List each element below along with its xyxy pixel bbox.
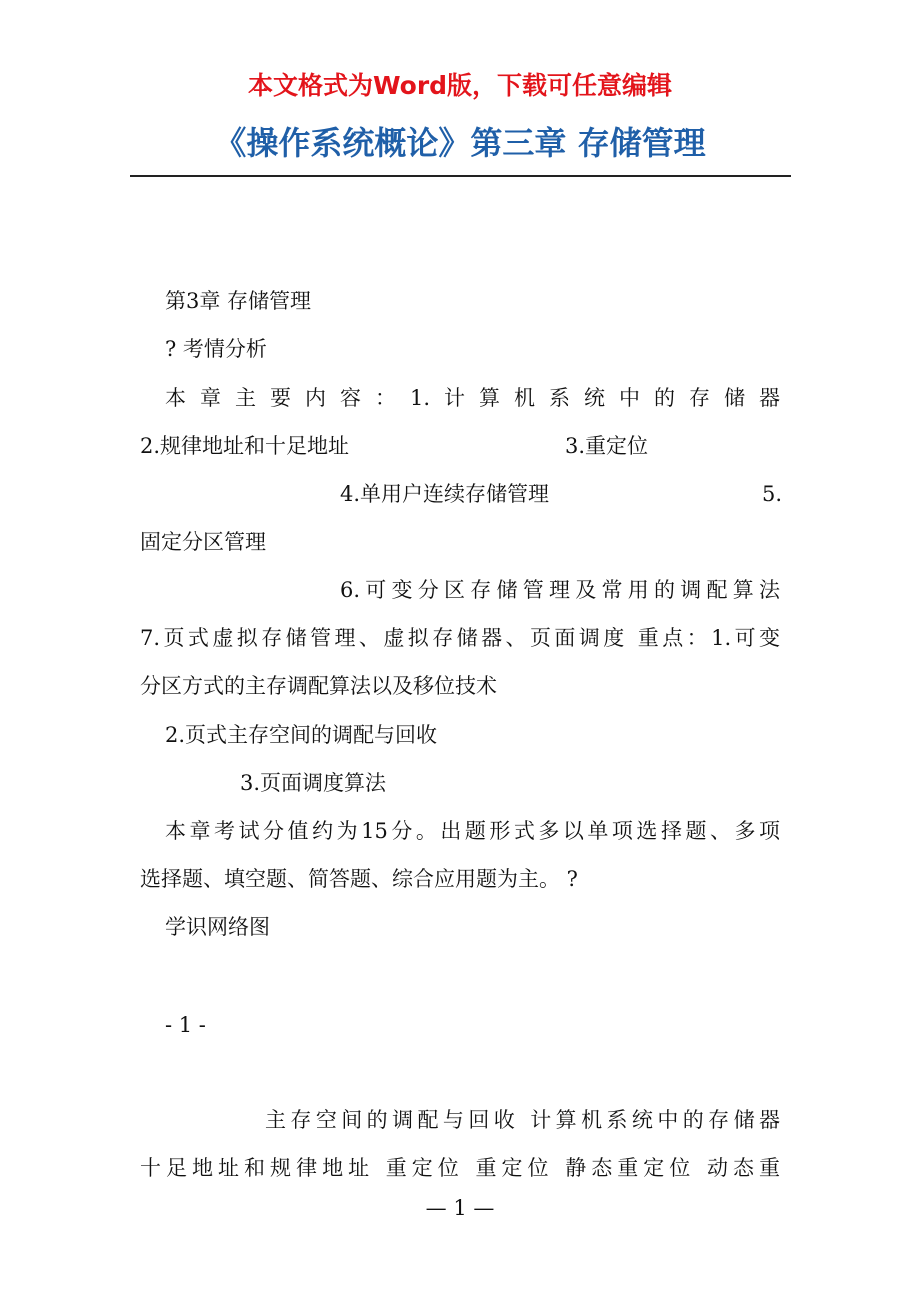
item-6: 6.可变分区存储管理及常用的调配算法 bbox=[340, 578, 780, 602]
knowledge-map-heading: 学识网络图 bbox=[165, 915, 270, 939]
format-notice-banner: 本文格式为Word版，下载可任意编辑 bbox=[247, 71, 673, 100]
item-3: 3.重定位 bbox=[565, 434, 649, 458]
title-divider bbox=[130, 175, 791, 177]
document-title: 《操作系统概论》第三章 存储管理 bbox=[214, 124, 706, 162]
diagram-text-line-2: 十足地址和规律地址 重定位 重定位 静态重定位 动态重 bbox=[140, 1156, 780, 1180]
main-content-line: 本章主要内容：1.计算机系统中的存储器 bbox=[165, 386, 780, 410]
chapter-heading: 第3章 存储管理 bbox=[165, 289, 312, 313]
exam-analysis-heading: ? 考情分析 bbox=[165, 337, 267, 361]
key-point-2: 2.页式主存空间的调配与回收 bbox=[165, 723, 438, 747]
exam-score-line-2: 选择题、填空题、简答题、综合应用题为主。 ? bbox=[140, 867, 578, 891]
key-points-continued: 分区方式的主存调配算法以及移位技术 bbox=[140, 674, 497, 698]
exam-score-line-1: 本章考试分值约为15分。出题形式多以单项选择题、多项 bbox=[165, 819, 780, 843]
diagram-text-line-1: 主存空间的调配与回收 计算机系统中的存储器 bbox=[265, 1108, 780, 1132]
item-5-text: 固定分区管理 bbox=[140, 530, 266, 554]
key-point-3: 3.页面调度算法 bbox=[240, 771, 387, 795]
page-footer-number: — 1 — bbox=[425, 1196, 495, 1220]
item-5-number: 5. bbox=[762, 482, 783, 506]
item-7-line: 7.页式虚拟存储管理、虚拟存储器、页面调度 重点：1.可变 bbox=[140, 626, 780, 650]
item-2: 2.规律地址和十足地址 bbox=[140, 434, 350, 458]
inline-page-number: - 1 - bbox=[165, 1013, 206, 1037]
item-4: 4.单用户连续存储管理 bbox=[340, 482, 550, 506]
